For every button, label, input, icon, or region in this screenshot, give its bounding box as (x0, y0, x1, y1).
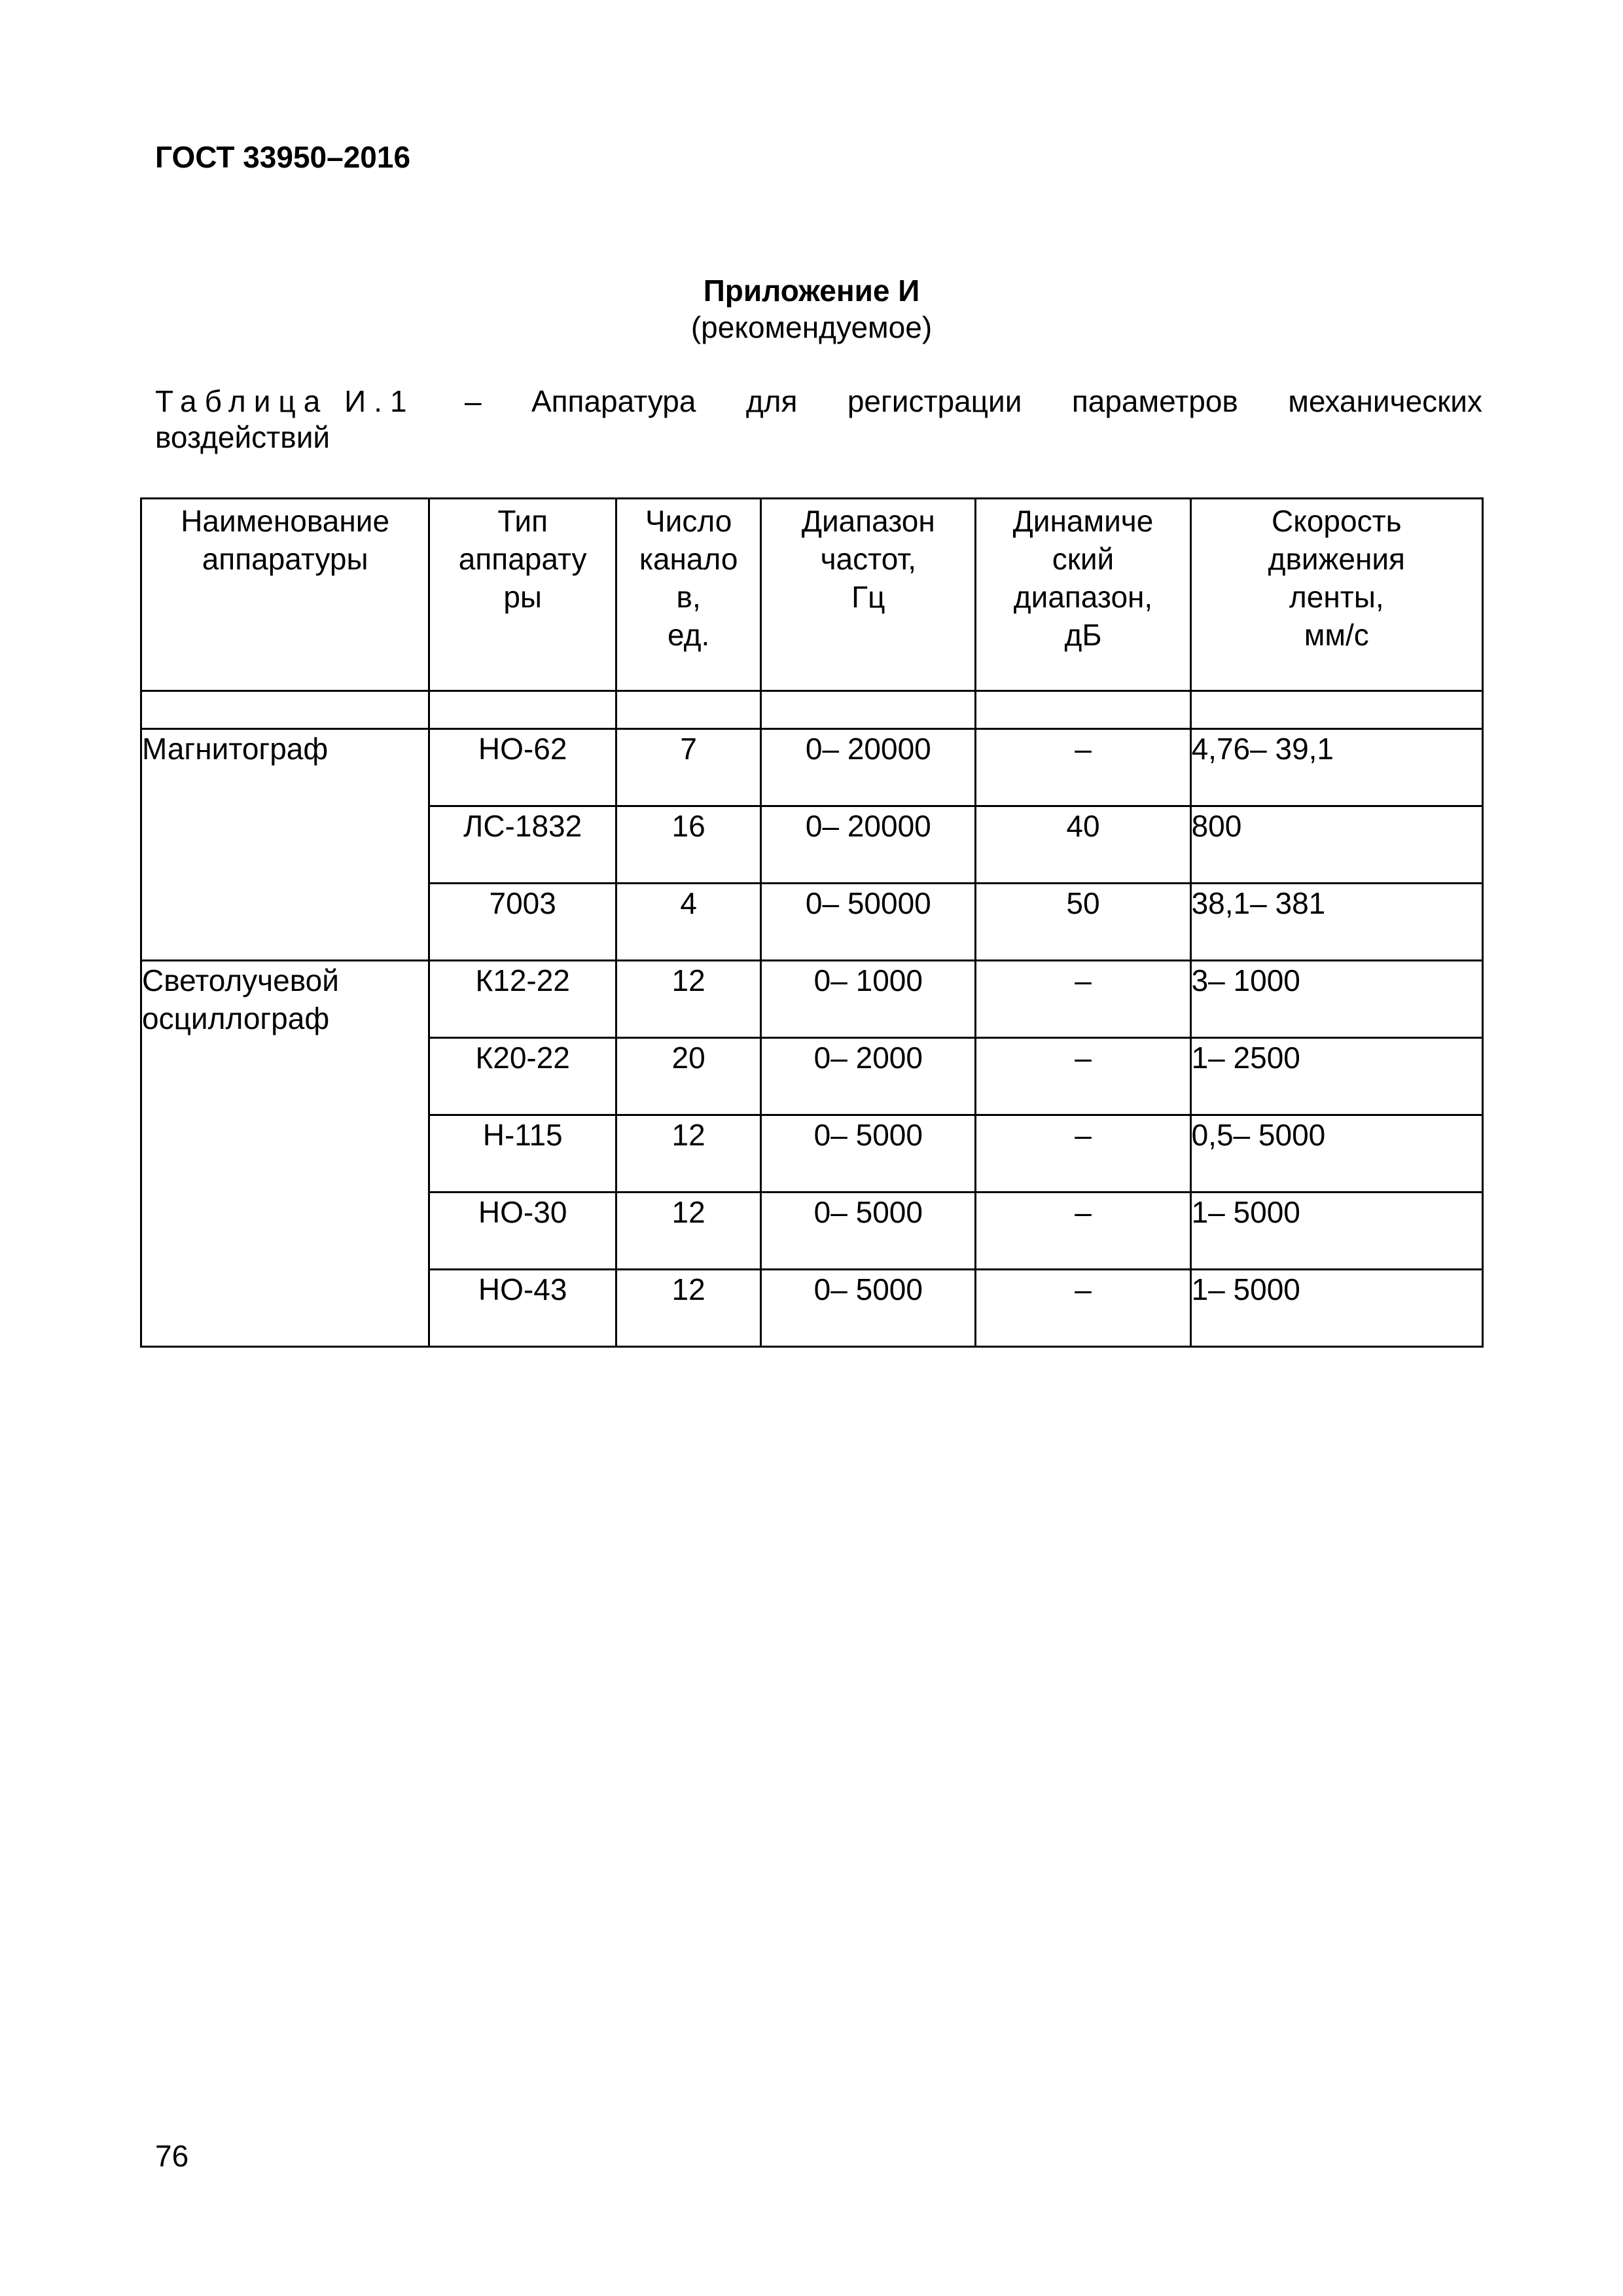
tape-speed-cell: 1– 5000 (1190, 1270, 1482, 1347)
standard-number: ГОСТ 33950–2016 (155, 140, 411, 174)
blank-cell (1190, 691, 1482, 729)
table-caption (155, 384, 1482, 456)
table-caption-word: параметров (1071, 384, 1238, 418)
header-frequency-range: Диапазон частот, Гц (761, 499, 976, 691)
channel-count-cell: 7 (616, 729, 761, 806)
table-caption-label: Таблица И.1 (155, 384, 415, 418)
tape-speed-cell: 38,1– 381 (1190, 884, 1482, 961)
header-dynamic-range: Динамиче ский диапазон, дБ (976, 499, 1190, 691)
tape-speed-cell: 0,5– 5000 (1190, 1115, 1482, 1193)
table-caption-word: Аппаратура (531, 384, 696, 418)
channel-count-cell: 4 (616, 884, 761, 961)
dynamic-range-cell: – (976, 1115, 1190, 1193)
table-caption-word: механических (1288, 384, 1482, 418)
equipment-type-cell: НО-62 (429, 729, 616, 806)
frequency-range-cell: 0– 5000 (761, 1270, 976, 1347)
blank-cell (616, 691, 761, 729)
table-caption-dash: – (464, 384, 482, 418)
tape-speed-cell: 800 (1190, 806, 1482, 884)
table-row (141, 961, 1483, 1038)
table-caption-line-2: воздействий (155, 420, 330, 454)
tape-speed-cell: 4,76– 39,1 (1190, 729, 1482, 806)
dynamic-range-cell: 50 (976, 884, 1190, 961)
channel-count-cell: 12 (616, 1193, 761, 1270)
table-caption-line-1 (155, 384, 1482, 420)
dynamic-range-cell: – (976, 1270, 1190, 1347)
table-row (141, 729, 1483, 806)
table-caption-word: регистрации (847, 384, 1022, 418)
header-equipment-name: Наименование аппаратуры (141, 499, 429, 691)
frequency-range-cell: 0– 2000 (761, 1038, 976, 1115)
equipment-type-cell: К12-22 (429, 961, 616, 1038)
dynamic-range-cell: – (976, 1193, 1190, 1270)
dynamic-range-cell: – (976, 729, 1190, 806)
frequency-range-cell: 0– 20000 (761, 806, 976, 884)
channel-count-cell: 12 (616, 1270, 761, 1347)
frequency-range-cell: 0– 50000 (761, 884, 976, 961)
tape-speed-cell: 3– 1000 (1190, 961, 1482, 1038)
frequency-range-cell: 0– 5000 (761, 1115, 976, 1193)
frequency-range-cell: 0– 1000 (761, 961, 976, 1038)
equipment-type-cell: Н-115 (429, 1115, 616, 1193)
appendix-status: (рекомендуемое) (690, 310, 933, 344)
blank-cell (976, 691, 1190, 729)
equipment-name-cell: Светолучевой осциллограф (141, 961, 429, 1347)
dynamic-range-cell: 40 (976, 806, 1190, 884)
table-caption-word: для (745, 384, 798, 418)
table-header-row (141, 499, 1483, 691)
channel-count-cell: 16 (616, 806, 761, 884)
equipment-type-cell: ЛС-1832 (429, 806, 616, 884)
header-tape-speed: Скорость движения ленты, мм/с (1190, 499, 1482, 691)
header-channel-count: Число канало в, ед. (616, 499, 761, 691)
equipment-type-cell: 7003 (429, 884, 616, 961)
channel-count-cell: 12 (616, 1115, 761, 1193)
dynamic-range-cell: – (976, 1038, 1190, 1115)
table-blank-row (141, 691, 1483, 729)
tape-speed-cell: 1– 2500 (1190, 1038, 1482, 1115)
equipment-type-cell: НО-30 (429, 1193, 616, 1270)
equipment-table (140, 497, 1484, 1348)
appendix-title: Приложение И (703, 274, 920, 308)
channel-count-cell: 20 (616, 1038, 761, 1115)
frequency-range-cell: 0– 5000 (761, 1193, 976, 1270)
equipment-type-cell: НО-43 (429, 1270, 616, 1347)
blank-cell (141, 691, 429, 729)
blank-cell (429, 691, 616, 729)
frequency-range-cell: 0– 20000 (761, 729, 976, 806)
equipment-name-cell: Магнитограф (141, 729, 429, 961)
page-number: 76 (155, 2139, 189, 2173)
equipment-type-cell: К20-22 (429, 1038, 616, 1115)
dynamic-range-cell: – (976, 961, 1190, 1038)
blank-cell (761, 691, 976, 729)
tape-speed-cell: 1– 5000 (1190, 1193, 1482, 1270)
header-equipment-type: Тип аппарату ры (429, 499, 616, 691)
channel-count-cell: 12 (616, 961, 761, 1038)
